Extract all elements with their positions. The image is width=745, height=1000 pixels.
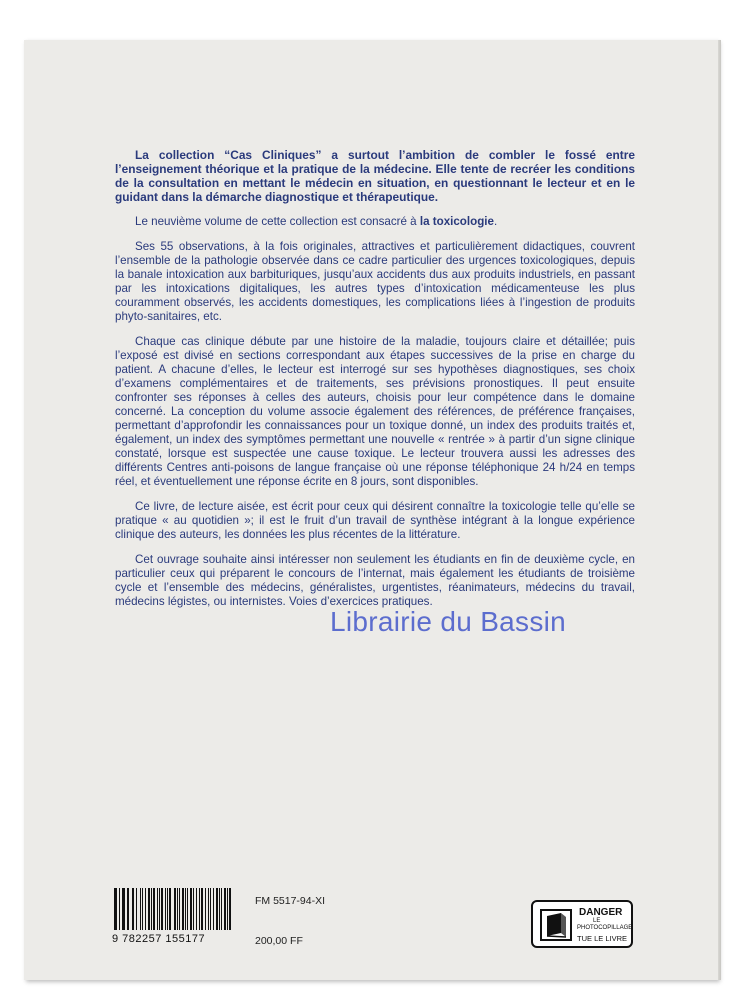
- barcode-bar: [145, 888, 146, 930]
- barcode-bar: [190, 888, 192, 930]
- price: 200,00 FF: [255, 935, 303, 947]
- barcode-bar: [179, 888, 180, 930]
- barcode-bar: [227, 888, 228, 930]
- blurb-paragraph-1: La collection “Cas Cliniques” a surtout l’ambition de combler le fossé entre l’enseignement théorique et la pratique de la médecine. Elle tente de recréer les conditions de la consultation en mettant le médecin en situation, en questionnant le lecteur et en le guidant dans la démarche diagnostique et thérapeutique.: [115, 148, 635, 204]
- barcode-bar: [116, 888, 117, 930]
- barcode-bar: [193, 888, 195, 930]
- cover-edge: [718, 40, 721, 980]
- danger-photocopillage: PHOTOCOPILLAGE: [577, 925, 633, 931]
- barcode-bar: [133, 888, 134, 930]
- barcode-bar: [221, 888, 222, 930]
- blurb-paragraph-3: Ses 55 observations, à la fois originales, attractives et particulièrement didactiques, couvrent l’ensemble de la pathologie observée dans ce cadre particulier des urgences toxicologiques, depuis la banale intoxication aux barbituriques, jusqu’aux accidents dus aux produits industriels, en passant par les intoxications digitaliques, les autres types d’intoxication médicamenteuse les plus couramment observés, les accidents domestiques, les complications liées à l’ingestion de produits phyto-sanitaires, etc.: [115, 240, 635, 323]
- barcode-bar: [205, 888, 206, 930]
- barcode-digits: 9 782257 155177: [112, 933, 206, 945]
- barcode-bar: [169, 888, 171, 930]
- barcode-bar: [114, 888, 116, 930]
- barcode-bar: [142, 888, 143, 930]
- barcode-bar: [213, 888, 214, 930]
- p2-bold-topic: la toxicologie: [419, 215, 494, 228]
- p2-text: Le neuvième volume de cette collection est consacré à: [135, 215, 420, 228]
- blurb-paragraph-4: Chaque cas clinique débute par une histoire de la maladie, toujours claire et détaillée; puis l’exposé est divisé en sections correspondant aux étapes successives de la prise en charge du patient. A chacune d’elles, le lecteur est interrogé sur ses hypothèses diagnostiques, ses choix d’examens complémentaires et de traitements, ses prévisions pronostiques. Il peut ensuite confronter ses réponses à celles des auteurs, choisis pour leur compétence dans le domaine concerné. La conception du volume associe également des références, de préférence françaises, permettant d’approfondir les connaissances pour un toxique donné, un index des produits traités et, également, un index des symptômes permettant une nouvelle « rentrée » à partir d’un signe clinique constaté, lorsque est suspectée une cause toxique. Le lecteur trouvera aussi les adresses des différents Centres anti-poisons de langue française où une réponse téléphonique 24 h/24 en temps réel, et éventuellement une réponse écrite en 8 jours, sont disponibles.: [115, 335, 635, 488]
- watermark: Librairie du Bassin: [330, 606, 567, 637]
- barcode-bar: [127, 888, 129, 930]
- blurb-paragraph-6: Cet ouvrage souhaite ainsi intéresser non seulement les étudiants en fin de deuxième cycle, en particulier ceux qui préparent le concours de l’internat, mais également les étudiants de troisième cycle et l’ensemble des médecins, généralistes, urgentistes, réanimateurs, médecins du travail, médecins légistes, ou internistes. Voies d’exercices pratiques.: [115, 553, 635, 608]
- barcode-bar: [182, 888, 184, 930]
- barcode-bar: [167, 888, 168, 930]
- barcode-bar: [177, 888, 178, 930]
- barcode-bar: [122, 888, 124, 930]
- barcode-bar: [159, 888, 160, 930]
- barcode-bar: [185, 888, 186, 930]
- blurb-text: [115, 148, 635, 620]
- book-warning-icon: [539, 908, 573, 942]
- fm-code: FM 5517-94-XI: [255, 895, 326, 907]
- p2-end: .: [493, 215, 498, 228]
- barcode-bar: [119, 888, 120, 930]
- barcode: [114, 888, 234, 930]
- barcode-bar: [161, 888, 163, 930]
- danger-photocopillage-logo: [531, 900, 633, 948]
- barcode-bar: [124, 888, 125, 930]
- barcode-bar: [210, 888, 212, 930]
- barcode-bar: [229, 888, 231, 930]
- barcode-bar: [201, 888, 203, 930]
- barcode-bar: [216, 888, 218, 930]
- barcode-bar: [153, 888, 155, 930]
- danger-le: LE: [593, 918, 601, 924]
- barcode-bar: [151, 888, 152, 930]
- barcode-bar: [196, 888, 197, 930]
- barcode-bar: [187, 888, 188, 930]
- blurb-paragraph-2: [115, 215, 635, 229]
- barcode-bar: [136, 888, 138, 930]
- barcode-bar: [174, 888, 176, 930]
- barcode-bar: [140, 888, 142, 930]
- barcode-bar: [219, 888, 220, 930]
- barcode-bar: [224, 888, 226, 930]
- barcode-bar: [148, 888, 150, 930]
- danger-title: DANGER: [579, 907, 623, 918]
- blurb-paragraph-5: Ce livre, de lecture aisée, est écrit pour ceux qui désirent connaître la toxicologie telle qu’elle se pratique « au quotidien »; il est le fruit d’un travail de synthèse intégrant à la longue expérience clinique des auteurs, les données les plus récentes de la littérature.: [115, 500, 635, 541]
- danger-tue-le-livre: TUE LE LIVRE: [577, 934, 628, 943]
